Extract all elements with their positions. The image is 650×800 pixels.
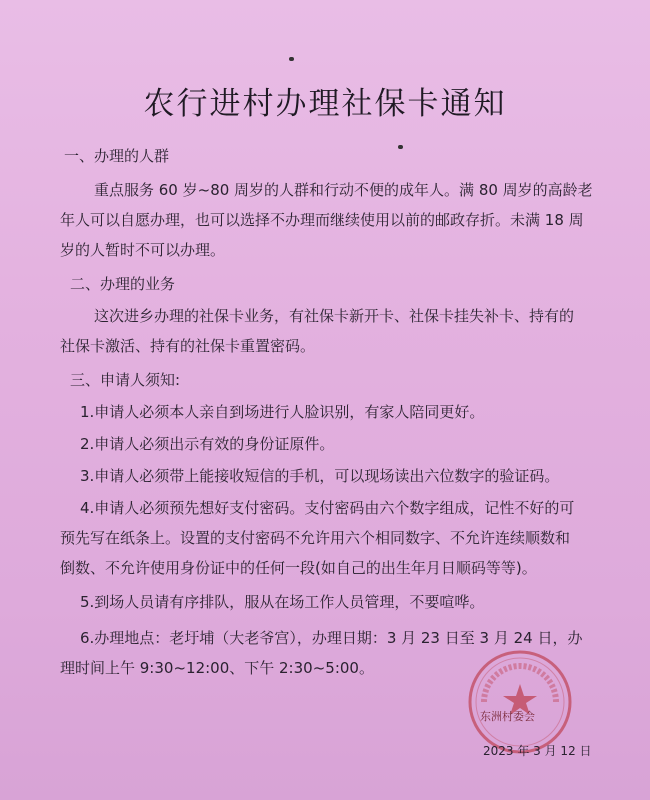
section-heading-1: 一、办理的人群 — [64, 147, 170, 165]
notice-item-4-line-1: 4.申请人必须预先想好支付密码。支付密码由六个数字组成，记性不好的可 — [80, 499, 575, 517]
section-2-line-2: 社保卡激活、持有的社保卡重置密码。 — [60, 337, 316, 355]
notice-item-6-line-1: 6.办理地点：老圩埔（大老爷宫），办理日期：3 月 23 日至 3 月 24 日，办 — [80, 629, 583, 647]
section-1-line-3: 岁的人暂时不可以办理。 — [60, 241, 226, 259]
signature: 东洲村委会 — [480, 710, 535, 723]
section-1-line-1: 重点服务 60 岁~80 周岁的人群和行动不便的成年人。满 80 周岁的高龄老 — [94, 181, 593, 199]
notice-date: 2023 年 3 月 12 日 — [483, 744, 592, 758]
ink-dot — [289, 57, 294, 61]
notice-item-1: 1.申请人必须本人亲自到场进行人脸识别，有家人陪同更好。 — [80, 403, 485, 421]
notice-item-4-line-2: 预先写在纸条上。设置的支付密码不允许用六个相同数字、不允许连续顺数和 — [60, 529, 571, 547]
notice-item-6-line-2: 理时间上午 9:30~12:00、下午 2:30~5:00。 — [60, 659, 374, 677]
notice-title: 农行进村办理社保卡通知 — [143, 86, 507, 122]
section-heading-3: 三、申请人须知: — [70, 371, 181, 389]
section-heading-2: 二、办理的业务 — [70, 275, 176, 293]
notice-item-3: 3.申请人必须带上能接收短信的手机，可以现场读出六位数字的验证码。 — [80, 467, 560, 485]
section-1-line-2: 年人可以自愿办理，也可以选择不办理而继续使用以前的邮政存折。未满 18 周 — [60, 211, 584, 229]
section-2-line-1: 这次进乡办理的社保卡业务，有社保卡新开卡、社保卡挂失补卡、持有的 — [94, 307, 575, 325]
notice-item-4-line-3: 倒数、不允许使用身份证中的任何一段(如自己的出生年月日顺码等等)。 — [60, 559, 537, 577]
ink-dot — [398, 145, 403, 149]
notice-item-5: 5.到场人员请有序排队，服从在场工作人员管理，不要喧哗。 — [80, 593, 485, 611]
notice-item-2: 2.申请人必须出示有效的身份证原件。 — [80, 435, 335, 453]
